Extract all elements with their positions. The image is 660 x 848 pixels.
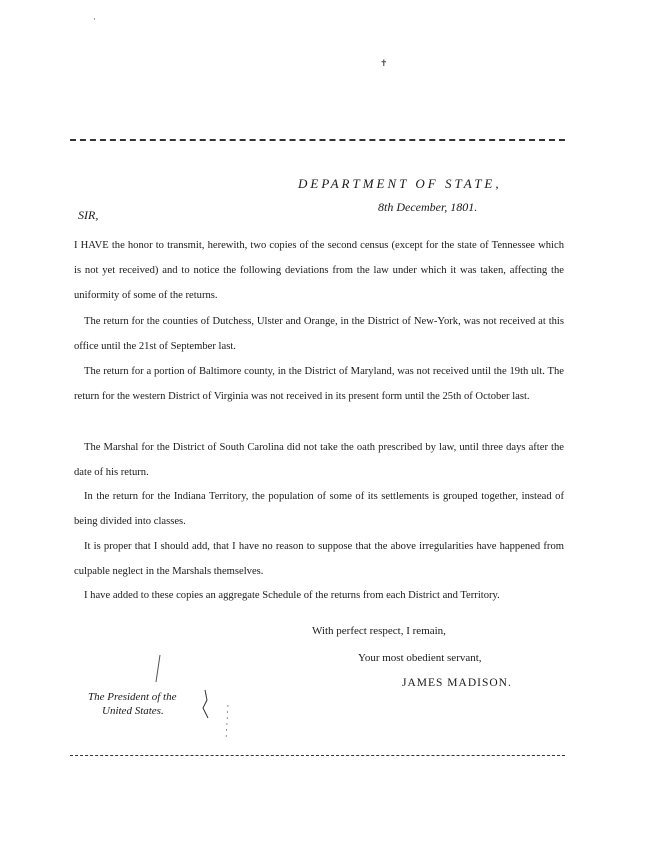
salutation: SIR,: [78, 208, 99, 222]
brace-mark: [203, 690, 208, 718]
pencil-mark: [156, 655, 160, 682]
paragraph-6: It is proper that I should add, that I have no reason to suppose that the above irregularities have happened from culpable neglect in the Marshals themselves.: [74, 541, 564, 577]
closing-line-2: Your most obedient servant,: [358, 652, 482, 664]
department-heading: DEPARTMENT OF STATE,: [298, 176, 502, 191]
pencil-mark: [226, 705, 228, 740]
scan-speck: ·: [93, 14, 96, 24]
addressee-line-1: The President of the: [88, 691, 177, 703]
paragraph-1: I HAVE the honor to transmit, herewith, two copies of the second census (except for the state of Tennessee which is not yet received) and to notice the following deviations from the law under which it was taken, affecting the uniformity of some of the returns.: [74, 240, 564, 301]
scan-speck: ✝: [380, 58, 388, 68]
letter-date: 8th December, 1801.: [378, 200, 478, 214]
paragraph-7: I have added to these copies an aggregate Schedule of the returns from each District and Territory.: [84, 590, 500, 601]
closing-line-1: With perfect respect, I remain,: [312, 625, 446, 637]
paragraph-2: The return for the counties of Dutchess, Ulster and Orange, in the District of New-York, was not received at this office until the 21st of September last.: [74, 316, 564, 352]
paragraph-4: The Marshal for the District of South Carolina did not take the oath prescribed by law, until three days after the date of his return.: [74, 442, 564, 478]
paragraph-3: The return for a portion of Baltimore county, in the District of Maryland, was not received until the 19th ult. The return for the western District of Virginia was not received in its present form until the 25th of October last.: [74, 366, 564, 402]
bottom-divider-rule: [70, 755, 565, 756]
addressee-line-2: United States.: [102, 705, 164, 717]
paragraph-5: In the return for the Indiana Territory, the population of some of its settlements is grouped together, instead of being divided into classes.: [74, 491, 564, 527]
signature: JAMES MADISON.: [402, 677, 512, 689]
